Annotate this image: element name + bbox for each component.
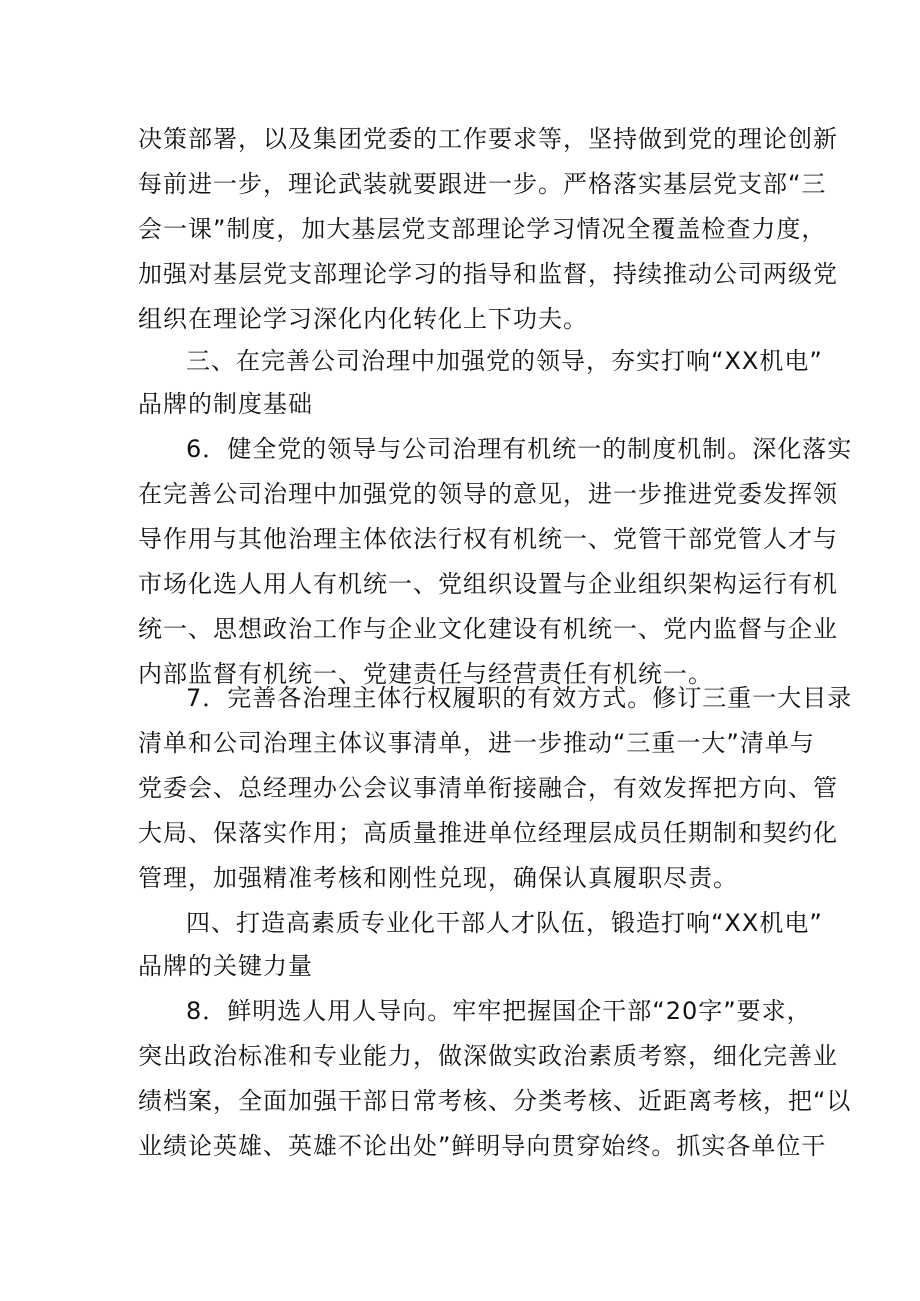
heading-line: 三、在完善公司治理中加强党的领导，夯实打响“XX机电” (186, 347, 823, 375)
heading-line: 品牌的关键力量 (138, 952, 313, 980)
text-line: 决策部署，以及集团党委的工作要求等，坚持做到党的理论创新 (138, 125, 838, 153)
text-line: 管理，加强精准考核和刚性兑现，确保认真履职尽责。 (138, 864, 738, 892)
text-line: 每前进一步，理论武装就要跟进一步。严格落实基层党支部“三 (138, 170, 827, 198)
text-line: 8．鲜明选人用人导向。牢牢把握国企干部“20字”要求， (186, 997, 812, 1025)
text-line: 党委会、总经理办公会议事清单衔接融合，有效发挥把方向、管 (138, 774, 838, 802)
text-line: 7．完善各治理主体行权履职的有效方式。修订三重一大目录 (186, 684, 853, 712)
text-line: 大局、保落实作用；高质量推进单位经理层成员任期制和契约化 (138, 819, 838, 847)
text-line: 绩档案，全面加强干部日常考核、分类考核、近距离考核，把“以 (138, 1087, 852, 1115)
paragraph-item-7 (138, 676, 853, 901)
paragraph-item-8 (138, 989, 852, 1169)
text-line: 导作用与其他治理主体依法行权有机统一、党管干部党管人才与 (138, 525, 838, 553)
section-heading-4 (138, 902, 823, 988)
heading-line: 品牌的制度基础 (138, 390, 313, 418)
text-line: 在完善公司治理中加强党的领导的意见，进一步推进党委发挥领 (138, 480, 838, 508)
paragraph-item-6 (138, 427, 853, 697)
text-line: 清单和公司治理主体议事清单，进一步推动“三重一大”清单与 (138, 729, 815, 757)
text-line: 会一课”制度，加大基层党支部理论学习情况全覆盖检查力度， (138, 215, 827, 243)
text-line: 组织在理论学习深化内化转化上下功夫。 (138, 305, 588, 333)
text-line: 突出政治标准和专业能力，做深做实政治素质考察，细化完善业 (138, 1042, 838, 1070)
text-line: 6．健全党的领导与公司治理有机统一的制度机制。深化落实 (186, 435, 853, 463)
text-line: 加强对基层党支部理论学习的指导和监督，持续推动公司两级党 (138, 260, 838, 288)
section-heading-3 (138, 340, 823, 426)
text-line: 内部监督有机统一、党建责任与经营责任有机统一。 (138, 660, 713, 688)
paragraph-continuation (138, 117, 838, 342)
heading-line: 四、打造高素质专业化干部人才队伍，锻造打响“XX机电” (186, 909, 823, 937)
text-line: 统一、思想政治工作与企业文化建设有机统一、党内监督与企业 (138, 615, 838, 643)
text-line: 市场化选人用人有机统一、党组织设置与企业组织架构运行有机 (138, 570, 838, 598)
text-line: 业绩论英雄、英雄不论出处”鲜明导向贯穿始终。抓实各单位干 (138, 1132, 827, 1160)
